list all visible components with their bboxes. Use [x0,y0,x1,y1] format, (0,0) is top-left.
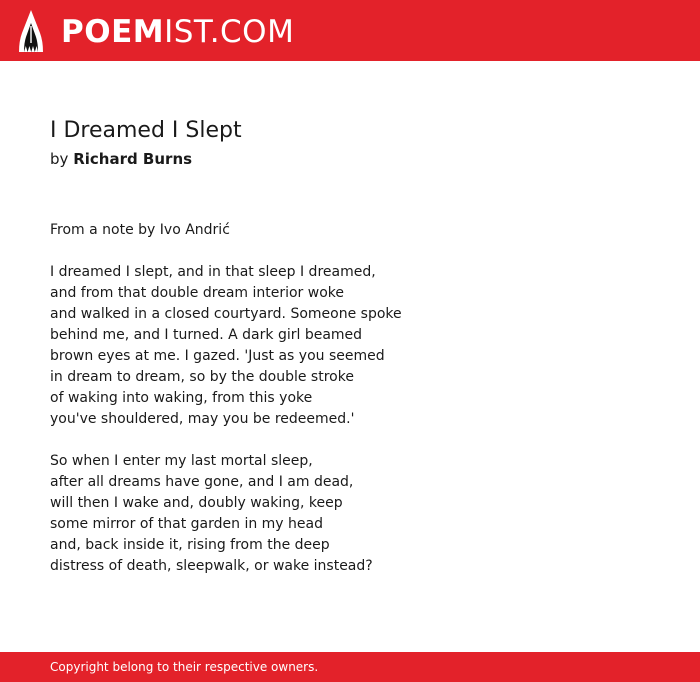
by-label: by [50,150,69,168]
site-footer [0,652,700,682]
poem-body [50,220,650,577]
poem-line: will then I wake and, doubly waking, keep [50,495,343,511]
poem-title: I Dreamed I Slept [50,118,242,143]
copyright-text: Copyright belong to their respective owners. [50,660,319,674]
epigraph-line: From a note by Ivo Andrić [50,222,230,238]
poem-line: I dreamed I slept, and in that sleep I dreamed, [50,264,376,280]
poem-line: of waking into waking, from this yoke [50,390,313,406]
poem-line: distress of death, sleepwalk, or wake instead? [50,558,373,574]
byline [50,148,650,170]
stanza-1 [50,262,650,430]
poem-line: some mirror of that garden in my head [50,516,323,532]
poem-line: and, back inside it, rising from the deep [50,537,330,553]
poem-line: and walked in a closed courtyard. Someone spoke [50,306,402,322]
wordmark-light: IST.COM [164,13,295,50]
pen-nib-icon [18,9,44,53]
stanza-2 [50,451,650,577]
site-logo-link[interactable] [18,8,294,54]
author-name: Richard Burns [73,150,193,168]
poem-line: So when I enter my last mortal sleep, [50,453,313,469]
poem-line: in dream to dream, so by the double stroke [50,369,354,385]
poem-line: and from that double dream interior woke [50,285,344,301]
site-header [0,0,700,61]
poem-container [50,116,650,598]
epigraph [50,220,650,241]
site-wordmark [61,13,295,50]
poem-line: behind me, and I turned. A dark girl beamed [50,327,363,343]
poem-line: after all dreams have gone, and I am dead, [50,474,354,490]
wordmark-bold: POEM [61,13,165,50]
poem-line: you've shouldered, may you be redeemed.' [50,411,355,427]
poem-line: brown eyes at me. I gazed. 'Just as you seemed [50,348,385,364]
